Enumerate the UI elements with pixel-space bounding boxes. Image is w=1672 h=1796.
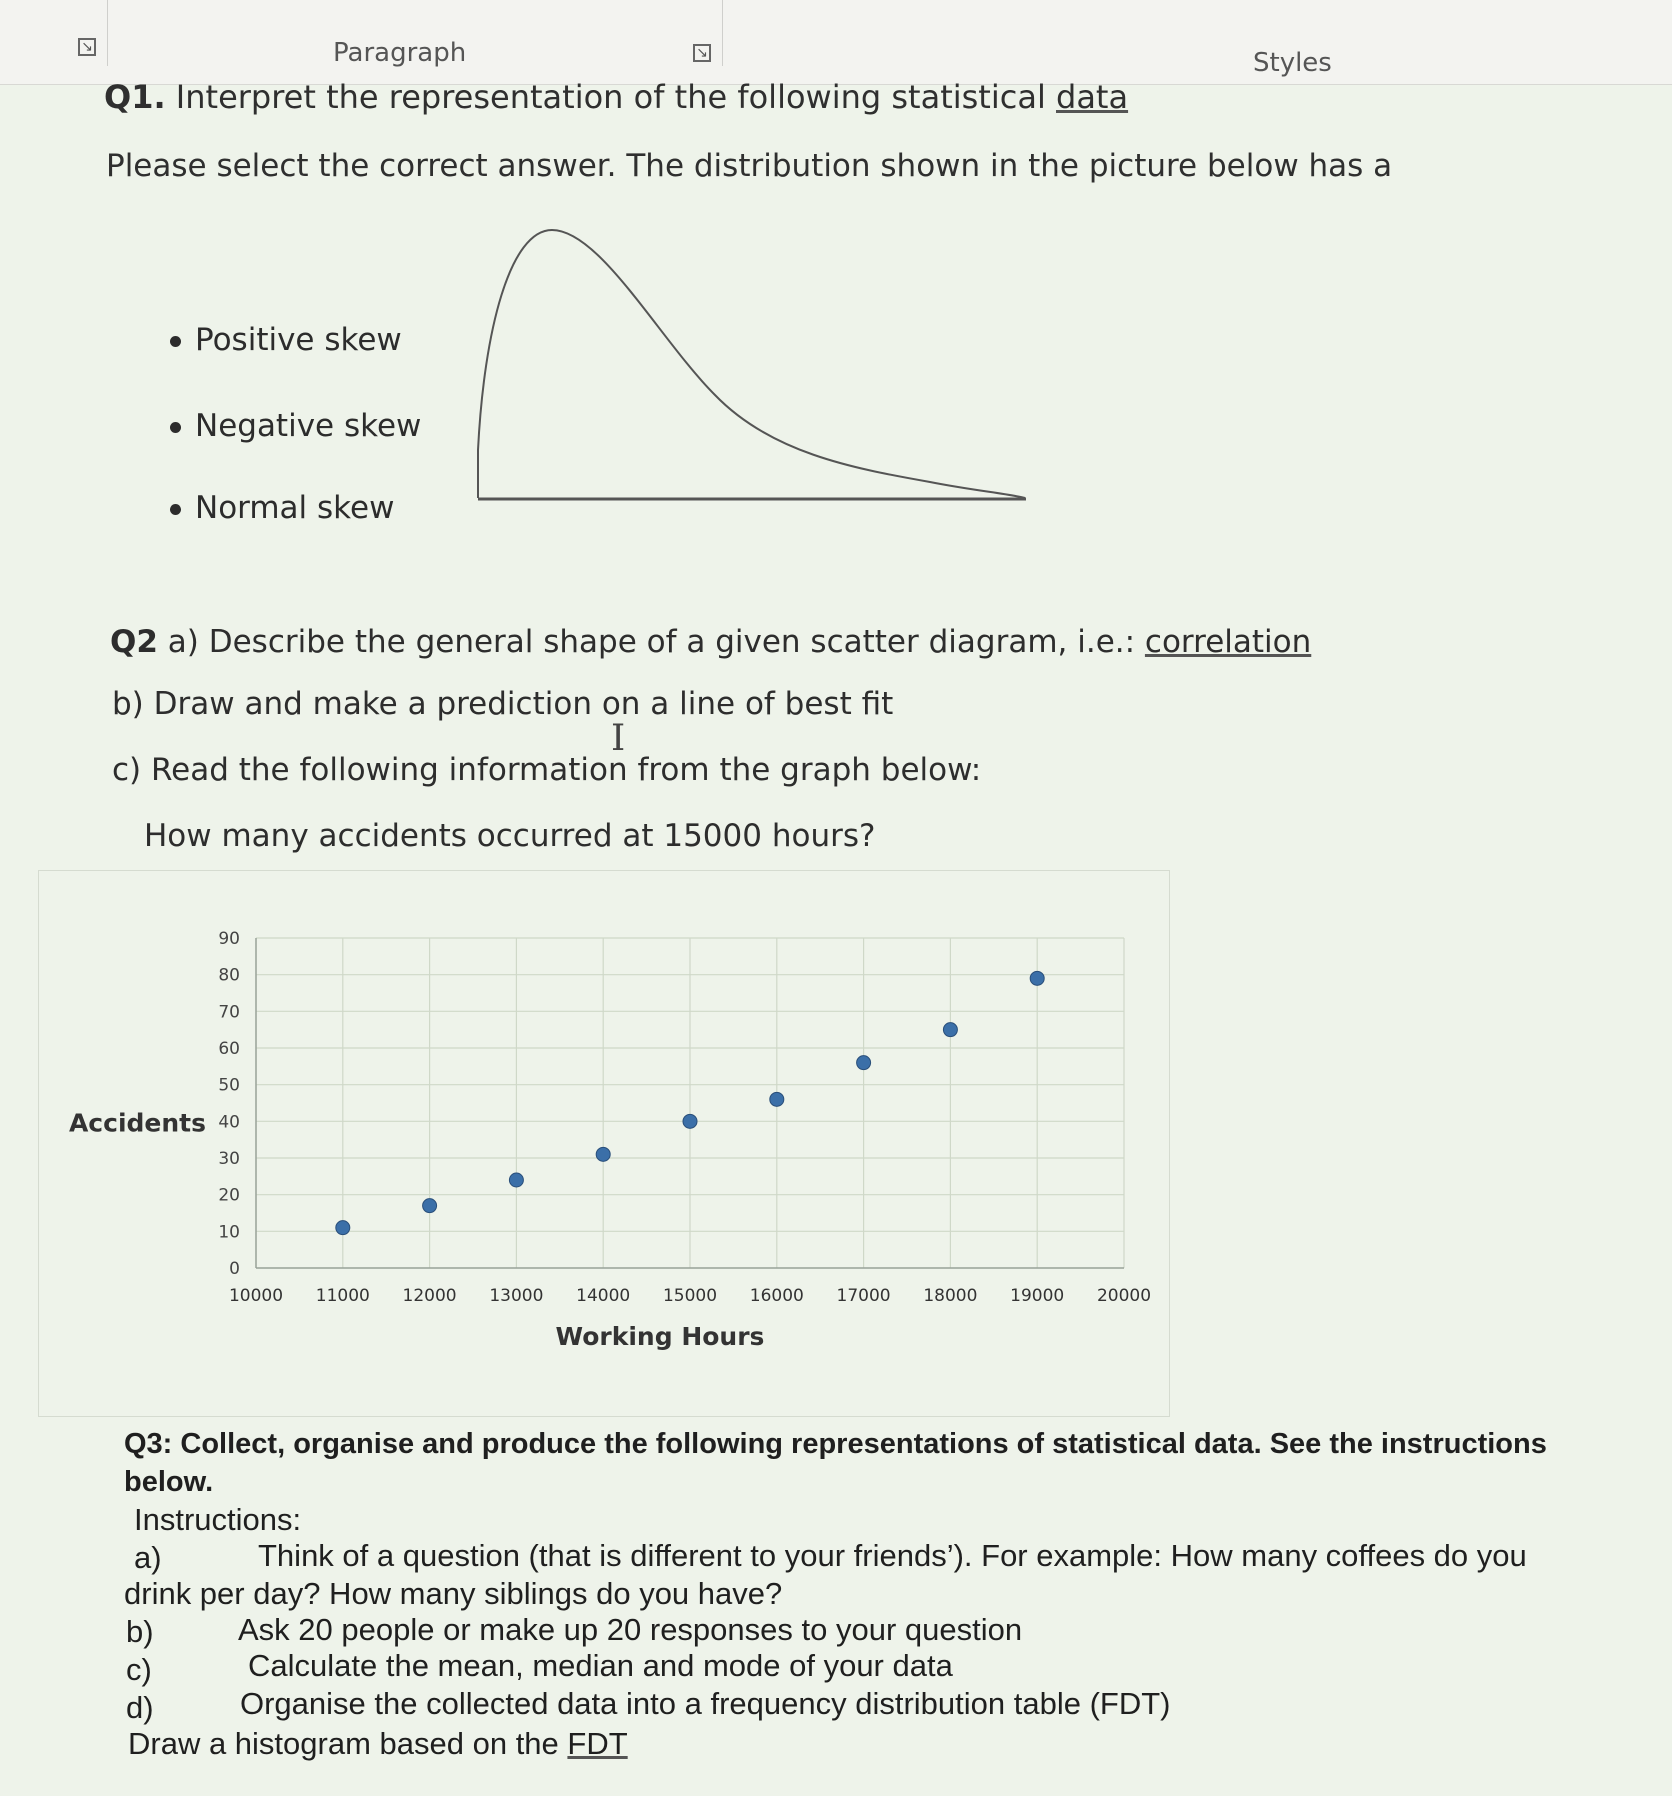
x-tick-label: 13000 <box>489 1286 544 1306</box>
ribbon-separator <box>107 0 108 66</box>
q3-heading-line1: Q3: Collect, organise and produce the following representations of statistical data. See the instructions <box>124 1428 1547 1460</box>
data-point <box>509 1173 523 1187</box>
bullet-dot <box>170 422 181 433</box>
y-tick-label: 90 <box>218 929 240 949</box>
styles-group-label: Styles <box>1253 48 1332 78</box>
q1-title-link[interactable]: data <box>1056 78 1129 116</box>
x-tick-label: 17000 <box>836 1286 891 1306</box>
y-tick-label: 40 <box>218 1112 240 1133</box>
q2-question: How many accidents occurred at 15000 hours? <box>144 818 876 854</box>
q1-instruction: Please select the correct answer. The distribution shown in the picture below has a <box>106 148 1393 184</box>
q2-a-link[interactable]: correlation <box>1144 624 1312 660</box>
y-tick-label: 60 <box>218 1039 240 1059</box>
q2-part-c: c) Read the following information from the graph below: <box>112 752 982 788</box>
data-point <box>1030 971 1044 985</box>
x-tick-label: 10000 <box>228 1286 284 1306</box>
bullet-dot <box>170 504 181 515</box>
q3-final-link[interactable]: FDT <box>567 1726 628 1761</box>
q3-a-text: Think of a question (that is different to your friends’). For example: How many coffees do you <box>258 1538 1527 1573</box>
y-tick-label: 0 <box>229 1259 240 1279</box>
ribbon <box>0 0 1672 85</box>
x-tick-label: 16000 <box>749 1286 804 1306</box>
data-point <box>423 1199 437 1213</box>
option-label: Normal skew <box>195 490 395 526</box>
q2-number: Q2 <box>110 624 158 660</box>
scatter-chart <box>38 870 1168 1415</box>
q3-a-marker: a) <box>134 1540 162 1575</box>
q3-d-marker: d) <box>126 1690 154 1725</box>
q3-c-text: Calculate the mean, median and mode of your data <box>248 1648 953 1683</box>
data-point <box>596 1147 610 1161</box>
q2-part-b: b) Draw and make a prediction on a line of best fit <box>112 686 894 722</box>
q1-title <box>104 78 1128 116</box>
q3-a-continued: drink per day? How many siblings do you have? <box>124 1576 783 1611</box>
x-tick-label: 15000 <box>662 1286 718 1306</box>
q3-final-line <box>128 1726 628 1762</box>
option-positive-skew[interactable] <box>170 322 402 358</box>
skew-curve-path <box>478 230 1025 498</box>
data-point <box>770 1092 784 1106</box>
option-label: Negative skew <box>195 408 422 444</box>
data-point <box>857 1056 871 1070</box>
y-axis-title: Accidents <box>68 1108 206 1138</box>
data-point <box>336 1221 350 1235</box>
x-tick-label: 12000 <box>402 1286 457 1306</box>
text-cursor-icon: I <box>611 718 626 759</box>
x-tick-label: 19000 <box>1010 1286 1065 1306</box>
q3-b-marker: b) <box>126 1614 154 1649</box>
y-tick-label: 80 <box>218 965 240 986</box>
paragraph-group-label: Paragraph <box>333 38 467 68</box>
q1-title-text: Interpret the representation of the following statistical <box>175 78 1056 116</box>
data-point <box>943 1023 957 1037</box>
q3-instructions-label: Instructions: <box>134 1502 302 1537</box>
x-tick-label: 11000 <box>315 1286 370 1306</box>
y-tick-label: 50 <box>218 1075 240 1096</box>
bullet-dot <box>170 336 181 347</box>
q3-c-marker: c) <box>126 1652 152 1687</box>
x-tick-label: 20000 <box>1096 1286 1152 1306</box>
y-tick-label: 70 <box>218 1002 240 1023</box>
skew-distribution-curve <box>470 220 1040 510</box>
q2-part-a <box>110 624 1311 660</box>
paragraph-launcher-icon[interactable]: ↘ <box>693 44 711 62</box>
y-tick-label: 30 <box>218 1149 240 1169</box>
option-negative-skew[interactable] <box>170 408 421 444</box>
ribbon-separator <box>722 0 723 66</box>
y-tick-label: 20 <box>218 1185 240 1206</box>
x-tick-label: 14000 <box>576 1286 631 1306</box>
q3-final-text: Draw a histogram based on the <box>128 1726 568 1761</box>
x-tick-label: 18000 <box>923 1286 978 1306</box>
option-label: Positive skew <box>195 322 402 358</box>
x-axis-title: Working Hours <box>555 1322 765 1351</box>
dialog-launcher-icon[interactable]: ↘ <box>78 38 96 56</box>
q3-d-text: Organise the collected data into a frequency distribution table (FDT) <box>240 1686 1171 1721</box>
q2-a-text: a) Describe the general shape of a given scatter diagram, i.e.: <box>157 624 1145 660</box>
q3-heading-line2: below. <box>124 1466 214 1498</box>
data-point <box>683 1114 697 1128</box>
option-normal-skew[interactable] <box>170 490 394 526</box>
q1-number: Q1. <box>104 78 166 116</box>
y-tick-label: 10 <box>218 1222 240 1243</box>
q3-b-text: Ask 20 people or make up 20 responses to your question <box>238 1612 1023 1647</box>
